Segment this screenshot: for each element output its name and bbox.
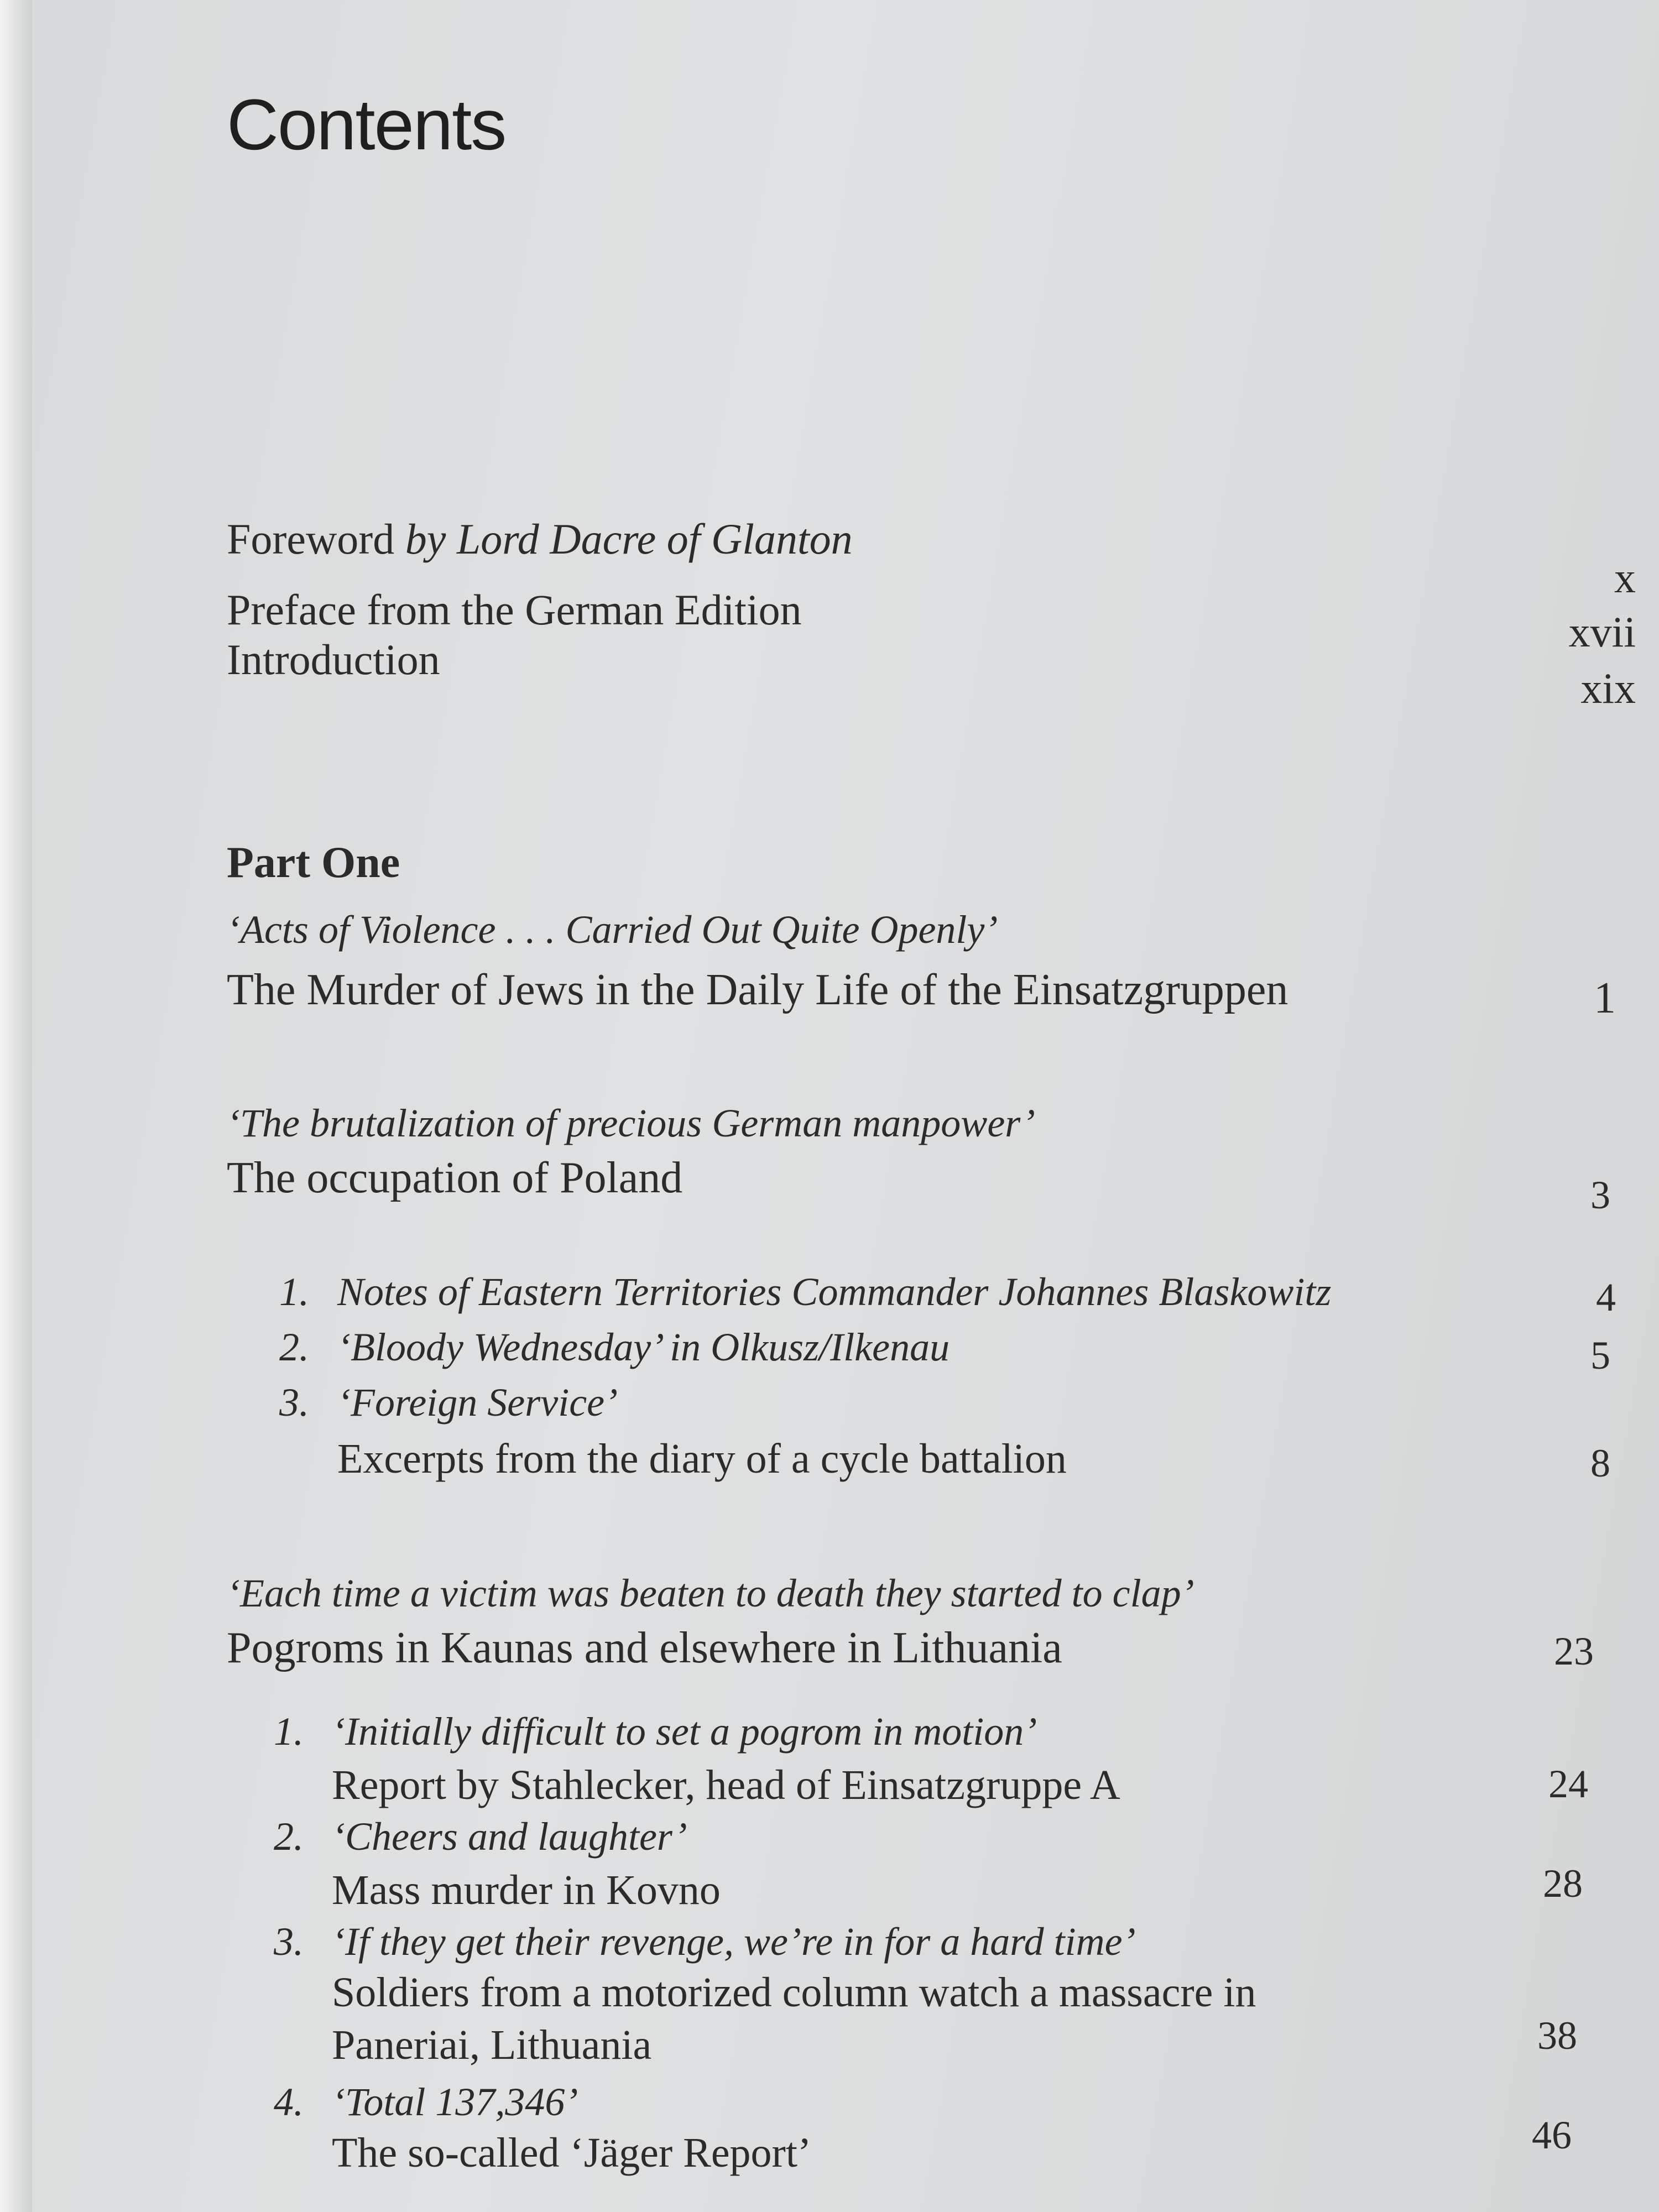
part-subtitle-quote: ‘Acts of Violence . . . Carried Out Quite Openly’ — [227, 907, 998, 952]
entry-text: ‘If they get their revenge, we’re in for a hard time’ — [332, 1919, 1136, 1964]
toc-subentry — [274, 2079, 578, 2125]
entry-text: ‘Total 137,346’ — [332, 2080, 578, 2124]
entry-number: 2. — [279, 1325, 309, 1369]
entry-text: ‘Foreign Service’ — [337, 1380, 618, 1425]
toc-page-number: 23 — [1554, 1629, 1594, 1673]
section-title: The occupation of Poland — [227, 1154, 683, 1202]
entry-number: 2. — [274, 1814, 304, 1859]
toc-page-number: 38 — [1537, 2013, 1577, 2058]
entry-number: 1. — [274, 1709, 304, 1754]
toc-page-number: xvii — [1568, 608, 1636, 656]
toc-page-number: 8 — [1590, 1441, 1610, 1485]
toc-subentry — [279, 1380, 618, 1426]
entry-subtext: Paneriai, Lithuania — [332, 2022, 652, 2068]
toc-subentry — [279, 1324, 950, 1370]
entry-number: 1. — [279, 1270, 309, 1314]
toc-entry-introduction: Introduction — [227, 635, 440, 684]
toc-entry-preface: Preface from the German Edition — [227, 586, 802, 634]
part-subtitle: The Murder of Jews in the Daily Life of the Einsatzgruppen — [227, 966, 1288, 1014]
toc-subentry — [279, 1269, 1331, 1315]
page-edge — [0, 0, 32, 2212]
section-title: Pogroms in Kaunas and elsewhere in Lithuania — [227, 1624, 1062, 1672]
entry-subtext: Mass murder in Kovno — [332, 1867, 721, 1913]
entry-number: 4. — [274, 2080, 304, 2124]
entry-number: 3. — [274, 1919, 304, 1964]
toc-subentry — [274, 1919, 1136, 1965]
toc-page-number: 1 — [1594, 974, 1616, 1022]
toc-entry-foreword — [227, 514, 853, 564]
section-quote: ‘Each time a victim was beaten to death they started to clap’ — [227, 1571, 1194, 1615]
toc-page-number: 3 — [1590, 1173, 1610, 1217]
toc-page-number: 24 — [1548, 1762, 1588, 1806]
section-quote: ‘The brutalization of precious German manpower’ — [227, 1101, 1035, 1145]
toc-page-number: 28 — [1543, 1861, 1583, 1906]
entry-text: ‘Initially difficult to set a pogrom in motion’ — [332, 1709, 1037, 1754]
toc-page-number: xix — [1580, 664, 1636, 712]
toc-entry-label-italic: by Lord Dacre of Glanton — [405, 515, 853, 563]
entry-subtext: Excerpts from the diary of a cycle battalion — [337, 1436, 1067, 1482]
toc-subentry — [274, 1814, 687, 1860]
entry-subtext: The so-called ‘Jäger Report’ — [332, 2130, 812, 2176]
toc-page-number: 5 — [1590, 1333, 1610, 1378]
page-title: Contents — [227, 84, 506, 165]
toc-page-number: x — [1614, 554, 1636, 602]
toc-page-number: 4 — [1596, 1275, 1616, 1319]
entry-number: 3. — [279, 1380, 309, 1425]
entry-text: ‘Cheers and laughter’ — [332, 1814, 687, 1859]
toc-subentry — [274, 1709, 1037, 1755]
entry-subtext: Soldiers from a motorized column watch a massacre in — [332, 1969, 1256, 2016]
entry-text: Notes of Eastern Territories Commander Johannes Blaskowitz — [337, 1270, 1332, 1314]
toc-page-number: 46 — [1532, 2113, 1572, 2157]
part-heading: Part One — [227, 838, 400, 887]
toc-entry-label: Foreword — [227, 515, 405, 563]
entry-subtext: Report by Stahlecker, head of Einsatzgruppe A — [332, 1762, 1120, 1808]
entry-text: ‘Bloody Wednesday’ in Olkusz/Ilkenau — [337, 1325, 950, 1369]
